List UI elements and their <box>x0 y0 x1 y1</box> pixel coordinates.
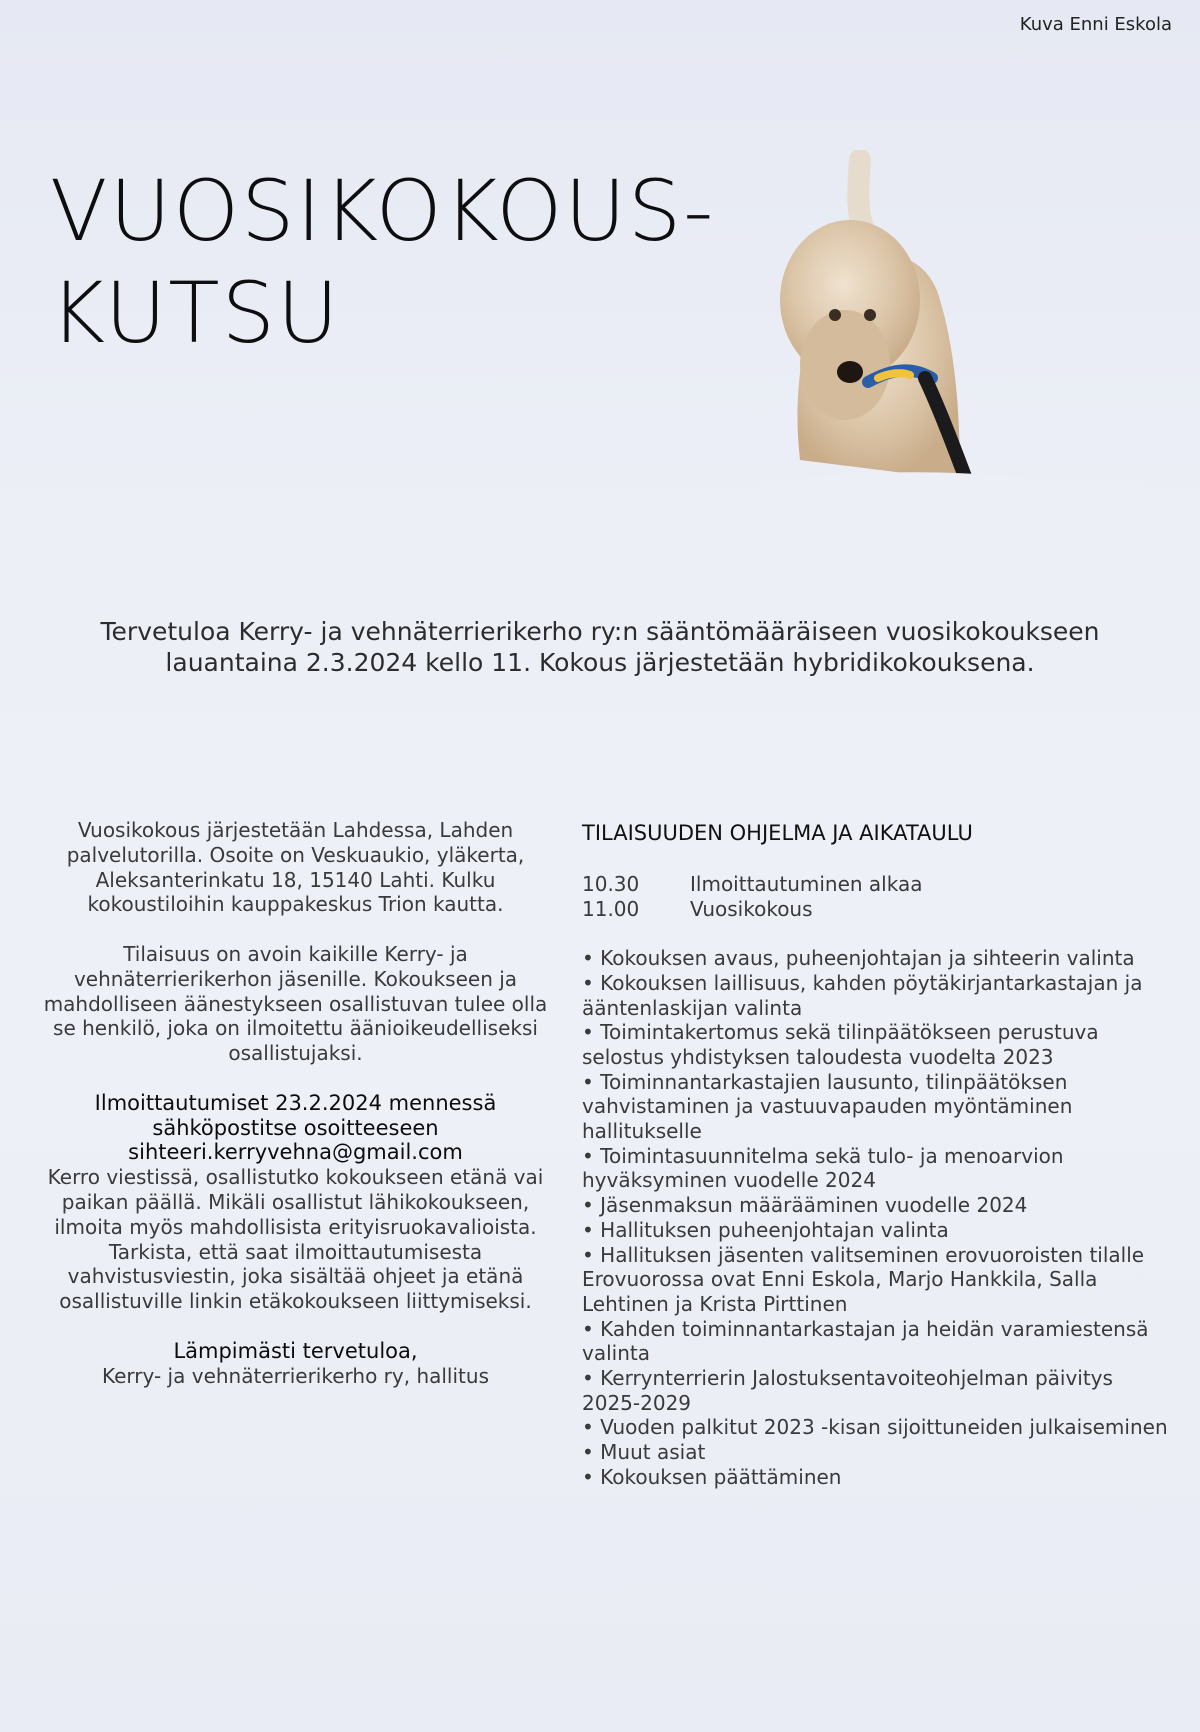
program-column <box>582 818 1172 1490</box>
schedule-time: 11.00 <box>582 896 640 921</box>
registration-instructions: Kerro viestissä, osallistutko kokoukseen etänä vai paikan päällä. Mikäli osallistut lähikokoukseen, ilmoita myös mahdollisista erityisruokavalioista. Tarkista, että saat ilmoittautumisesta vahvistusviestin, joka sisältää ohjeet ja etänä osallistuville linkin etäkokoukseen liittymiseksi. <box>47 1165 544 1314</box>
venue-paragraph: Vuosikokous järjestetään Lahdessa, Lahden palvelutorilla. Osoite on Veskuaukio, yläkerta, Aleksanterinkatu 18, 15140 Lahti. Kulku kokoustiloihin kauppakeskus Trion kautta. <box>66 818 525 917</box>
venue-info-column <box>38 818 553 1388</box>
agenda-item: • Muut asiat <box>582 1440 706 1465</box>
agenda-note: Erovuorossa ovat Enni Eskola, Marjo Hankkila, Salla Lehtinen ja Krista Pirttinen <box>582 1267 1098 1316</box>
agenda-item: • Jäsenmaksun määrääminen vuodelle 2024 <box>582 1193 1028 1218</box>
signature: Kerry- ja vehnäterrierikerho ry, hallitus <box>101 1363 489 1388</box>
eligibility-paragraph: Tilaisuus on avoin kaikille Kerry- ja vehnäterrierikerhon jäsenille. Kokoukseen ja mahdolliseen äänestykseen osallistuvan tulee olla se henkilö, joka on ilmoitettu äänioikeudelliseksi osallistujaksi. <box>43 941 548 1066</box>
registration-deadline: Ilmoittautumiset 23.2.2024 mennessä sähköpostitse osoitteeseen <box>94 1090 497 1140</box>
agenda-item: • Hallituksen puheenjohtajan valinta <box>582 1217 949 1242</box>
welcome-line: Lämpimästi tervetuloa, <box>173 1338 418 1363</box>
schedule-label: Ilmoittautuminen alkaa <box>690 872 923 896</box>
schedule-row <box>582 872 1172 897</box>
agenda-item: • Hallituksen jäsenten valitseminen erovuoroisten tilalle <box>582 1242 1145 1267</box>
agenda-item: • Toiminnantarkastajien lausunto, tilinpäätöksen vahvistaminen ja vastuuvapauden myöntäminen hallitukselle <box>582 1069 1073 1144</box>
dog-in-snow-photo <box>760 150 1140 530</box>
agenda-item: • Kokouksen päättäminen <box>582 1464 842 1489</box>
agenda-item: • Toimintakertomus sekä tilinpäätökseen perustuva selostus yhdistyksen taloudesta vuodelta 2023 <box>582 1020 1099 1069</box>
page-title: VUOSIKOKOUS- KUTSU <box>50 162 716 362</box>
program-heading: TILAISUUDEN OHJELMA JA AIKATAULU <box>582 821 973 845</box>
agenda-item: • Vuoden palkitut 2023 -kisan sijoittuneiden julkaiseminen <box>582 1415 1168 1440</box>
agenda-item: • Kokouksen laillisuus, kahden pöytäkirjantarkastajan ja ääntenlaskijan valinta <box>582 970 1143 1020</box>
agenda-item: • Kokouksen avaus, puheenjohtajan ja sihteerin valinta <box>582 946 1135 971</box>
schedule-label: Vuosikokous <box>690 896 813 921</box>
agenda-list <box>582 946 1172 1489</box>
intro-text: Tervetuloa Kerry- ja vehnäterrierikerho ry:n sääntömääräiseen vuosikokoukseen lauantaina 2.3.2024 kello 11. Kokous järjestetään hybridikokouksena. <box>100 617 1100 677</box>
schedule-time: 10.30 <box>582 872 640 896</box>
agenda-item: • Toimintasuunnitelma sekä tulo- ja menoarvion hyväksyminen vuodelle 2024 <box>582 1143 1064 1193</box>
agenda-item: • Kahden toiminnantarkastajan ja heidän varamiestensä valinta <box>582 1316 1149 1366</box>
photo-credit: Kuva Enni Eskola <box>1019 14 1172 35</box>
registration-email: sihteeri.kerryvehna@gmail.com <box>128 1140 463 1165</box>
agenda-item: • Kerrynterrierin Jalostuksentavoiteohjelman päivitys 2025-2029 <box>582 1366 1113 1415</box>
schedule-row <box>582 897 1172 922</box>
